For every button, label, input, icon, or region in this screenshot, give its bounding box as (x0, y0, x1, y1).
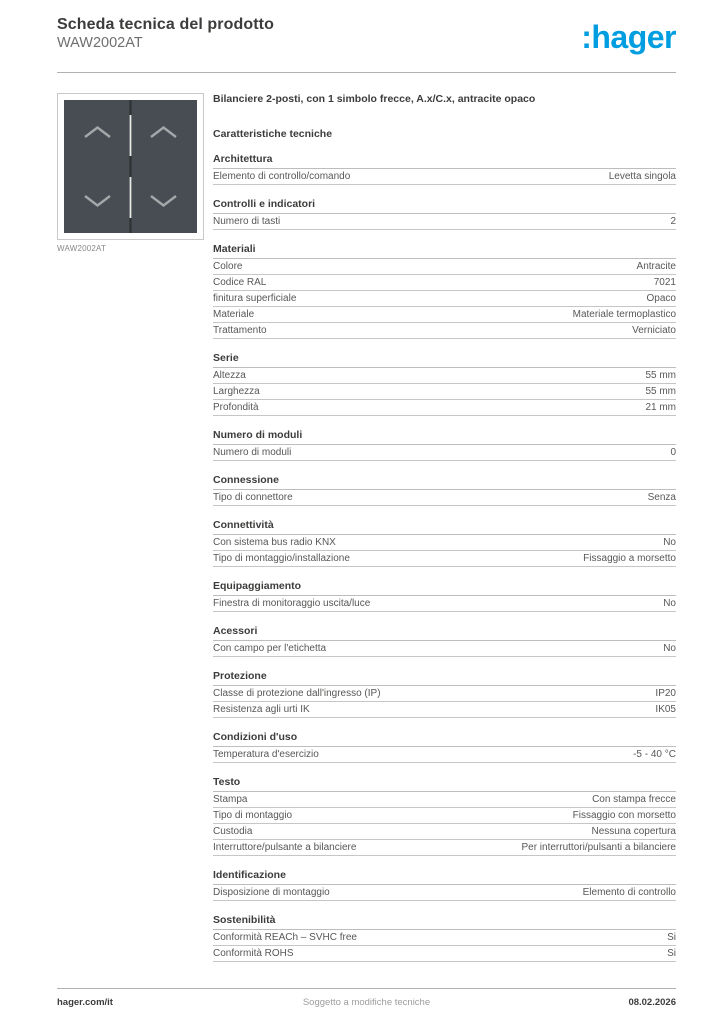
spec-row (213, 490, 676, 506)
spec-label: Trattamento (213, 324, 267, 336)
spec-value: 0 (670, 446, 676, 458)
section-title: Materiali (213, 243, 676, 259)
spec-value: Antracite (636, 260, 676, 272)
spec-label: Custodia (213, 825, 253, 837)
spec-label: Elemento di controllo/comando (213, 170, 351, 182)
spec-value: 7021 (653, 276, 676, 288)
header (0, 0, 724, 55)
spec-value: Verniciato (632, 324, 676, 336)
spec-label: Numero di moduli (213, 446, 292, 458)
spec-row (213, 384, 676, 400)
section-title: Serie (213, 352, 676, 368)
spec-section (213, 731, 676, 763)
spec-row (213, 946, 676, 962)
spec-label: Tipo di connettore (213, 491, 293, 503)
spec-value: Per interruttori/pulsanti a bilanciere (521, 841, 676, 853)
spec-label: Tipo di montaggio (213, 809, 293, 821)
product-description: Bilanciere 2-posti, con 1 simbolo frecce, A.x/C.x, antracite opaco (213, 93, 536, 105)
spec-section (213, 243, 676, 339)
product-image (57, 93, 204, 240)
spec-label: Resistenza agli urti IK (213, 703, 310, 715)
section-title: Protezione (213, 670, 676, 686)
spec-row (213, 686, 676, 702)
spec-section (213, 198, 676, 230)
spec-row (213, 824, 676, 840)
spec-row (213, 323, 676, 339)
spec-row (213, 169, 676, 185)
spec-value: No (663, 536, 676, 548)
hager-logo (581, 19, 676, 55)
main-content (0, 73, 724, 962)
spec-label: Profondità (213, 401, 259, 413)
section-title: Identificazione (213, 869, 676, 885)
spec-value: 21 mm (645, 401, 676, 413)
spec-label: Conformità ROHS (213, 947, 294, 959)
spec-label: Interruttore/pulsante a bilanciere (213, 841, 357, 853)
spec-row (213, 275, 676, 291)
footer-date: 08.02.2026 (628, 997, 676, 1008)
section-title: Sostenibilità (213, 914, 676, 930)
spec-value: -5 - 40 °C (633, 748, 676, 760)
spec-section (213, 153, 676, 185)
spec-label: Temperatura d'esercizio (213, 748, 319, 760)
spec-label: Con sistema bus radio KNX (213, 536, 336, 548)
footer-note: Soggetto a modifiche tecniche (302, 997, 431, 1008)
section-title: Connettività (213, 519, 676, 535)
section-title: Numero di moduli (213, 429, 676, 445)
product-figure (57, 93, 204, 253)
spec-label: Codice RAL (213, 276, 267, 288)
spec-section (213, 352, 676, 416)
spec-row (213, 214, 676, 230)
product-code: WAW2002AT (57, 35, 143, 51)
spec-value: Opaco (646, 292, 676, 304)
spec-section (213, 670, 676, 718)
spec-value: Materiale termoplastico (572, 308, 676, 320)
spec-row (213, 291, 676, 307)
header-title-block (57, 15, 274, 52)
spec-value: 55 mm (645, 369, 676, 381)
spec-value: No (663, 642, 676, 654)
spec-label: Colore (213, 260, 243, 272)
spec-value: 55 mm (645, 385, 676, 397)
spec-value: Fissaggio con morsetto (572, 809, 676, 821)
spec-value: Si (667, 947, 676, 959)
spec-section (213, 474, 676, 506)
spec-label: Larghezza (213, 385, 260, 397)
spec-row (213, 885, 676, 901)
footer-website-link[interactable]: hager.com/it (57, 997, 113, 1008)
spec-label: Materiale (213, 308, 255, 320)
spec-row (213, 808, 676, 824)
spec-row (213, 596, 676, 612)
spec-value: Con stampa frecce (592, 793, 676, 805)
section-title: Acessori (213, 625, 676, 641)
spec-row (213, 445, 676, 461)
spec-section (213, 519, 676, 567)
spec-row (213, 400, 676, 416)
spec-label: Numero di tasti (213, 215, 281, 227)
footer (57, 988, 676, 1008)
image-caption: WAW2002AT (57, 244, 107, 253)
spec-label: Finestra di monitoraggio uscita/luce (213, 597, 371, 609)
spec-value: Nessuna copertura (591, 825, 676, 837)
spec-row (213, 368, 676, 384)
spec-value: 2 (670, 215, 676, 227)
spec-value: No (663, 597, 676, 609)
section-title: Architettura (213, 153, 676, 169)
spec-row (213, 840, 676, 856)
spec-section (213, 429, 676, 461)
spec-label: finitura superficiale (213, 292, 297, 304)
spec-value: Si (667, 931, 676, 943)
spec-label: Conformità REACh – SVHC free (213, 931, 357, 943)
spec-value: IK05 (655, 703, 676, 715)
spec-row (213, 930, 676, 946)
spec-label: Stampa (213, 793, 248, 805)
spec-row (213, 551, 676, 567)
spec-row (213, 307, 676, 323)
spec-value: Fissaggio a morsetto (583, 552, 676, 564)
spec-section (213, 776, 676, 856)
spec-section (213, 914, 676, 962)
spec-row (213, 535, 676, 551)
specs-column (213, 93, 676, 962)
section-title: Equipaggiamento (213, 580, 676, 596)
spec-label: Disposizione di montaggio (213, 886, 330, 898)
spec-section (213, 580, 676, 612)
spec-value: Senza (647, 491, 676, 503)
section-title: Condizioni d'uso (213, 731, 676, 747)
section-title: Controlli e indicatori (213, 198, 676, 214)
logo-colon: : (581, 19, 592, 55)
spec-row (213, 259, 676, 275)
spec-label: Tipo di montaggio/installazione (213, 552, 350, 564)
spec-section (213, 625, 676, 657)
spec-section (213, 869, 676, 901)
spec-label: Con campo per l'etichetta (213, 642, 327, 654)
section-title: Testo (213, 776, 676, 792)
page-title: Scheda tecnica del prodotto (57, 16, 274, 33)
spec-row (213, 792, 676, 808)
spec-label: Classe di protezione dall'ingresso (IP) (213, 687, 381, 699)
rocker-switch-graphic (64, 100, 197, 233)
section-title: Connessione (213, 474, 676, 490)
spec-row (213, 702, 676, 718)
spec-sections (213, 153, 676, 962)
specs-heading: Caratteristiche tecniche (213, 128, 333, 140)
spec-label: Altezza (213, 369, 246, 381)
spec-row (213, 747, 676, 763)
spec-value: IP20 (655, 687, 676, 699)
spec-value: Elemento di controllo (582, 886, 676, 898)
spec-value: Levetta singola (608, 170, 676, 182)
logo-wordmark: hager (591, 19, 676, 55)
spec-row (213, 641, 676, 657)
